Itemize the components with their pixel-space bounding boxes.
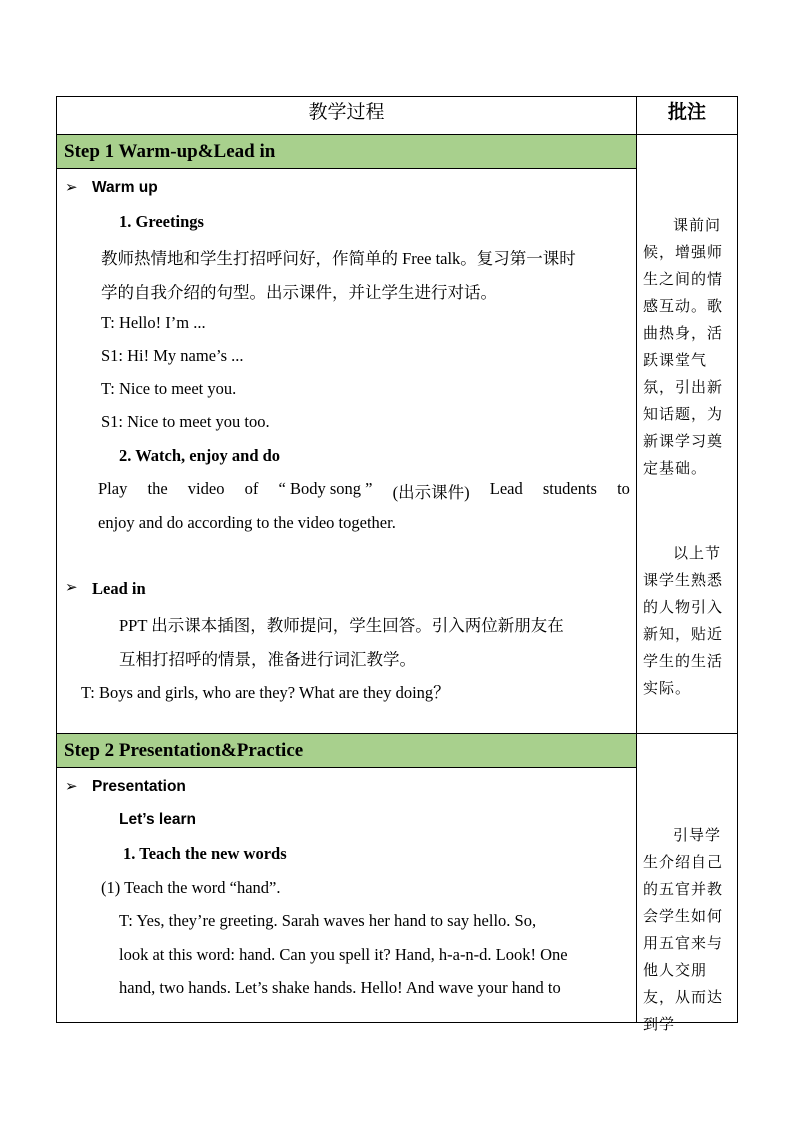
ppt-text-2: 互相打招呼的情景，准备进行词汇教学。 xyxy=(119,650,416,669)
teaching-process-header: 教学过程 xyxy=(57,97,637,135)
play-video-line-2: enjoy and do according to the video together. xyxy=(98,513,396,532)
step2-notes-cell xyxy=(637,734,738,1033)
warmup-heading: Warm up xyxy=(92,179,158,196)
presentation-heading: Presentation xyxy=(92,778,186,795)
step1-note-1: 课前问候，增强师生之间的情感互动。歌曲热身，活跃课堂气氛，引出新知话题，为新课学习奠定基础。 xyxy=(643,216,724,477)
dialog-line-2: S1: Hi! My name’s ... xyxy=(101,346,244,365)
step1-title: Step 1 Warm-up&Lead in xyxy=(57,135,637,169)
teacher-question: T: Boys and girls, who are they? What are they doing？ xyxy=(81,683,450,702)
teach-words-heading: 1. Teach the new words xyxy=(123,844,287,863)
step2-title: Step 2 Presentation&Practice xyxy=(57,734,637,768)
teacher-line-1: T: Yes, they’re greeting. Sarah waves her hand to say hello. So, xyxy=(119,911,537,930)
notes-header: 批注 xyxy=(637,97,738,135)
play-video-line: Play the video of “ Body song ” (出示课件) Lead students to xyxy=(98,479,630,502)
greetings-text-1: 教师热情地和学生打招呼问好，作简单的 Free talk。复习第一课时 xyxy=(101,249,576,268)
bullet-arrow-icon: ➢ xyxy=(65,578,78,596)
step1-body xyxy=(57,169,637,734)
dialog-line-4: S1: Nice to meet you too. xyxy=(101,412,270,431)
step2-note: 引导学生介绍自己的五官并教会学生如何用五官来与他人交朋友，从而达到学 xyxy=(643,826,724,1033)
teach-hand-line: (1) Teach the word “hand”. xyxy=(101,878,281,897)
dialog-line-1: T: Hello! I’m ... xyxy=(101,313,206,332)
lets-learn-heading: Let’s learn xyxy=(119,811,196,828)
step2-body xyxy=(57,768,637,1023)
greetings-heading: 1. Greetings xyxy=(119,212,204,231)
dialog-line-3: T: Nice to meet you. xyxy=(101,379,237,398)
teacher-line-2: look at this word: hand. Can you spell it? Hand, h-a-n-d. Look! One xyxy=(119,945,568,964)
lesson-plan-table xyxy=(56,96,738,1033)
step1-notes-cell xyxy=(637,135,738,734)
bullet-arrow-icon: ➢ xyxy=(65,777,78,795)
greetings-text-2: 学的自我介绍的句型。出示课件，并让学生进行对话。 xyxy=(101,283,497,302)
teacher-line-3: hand, two hands. Let’s shake hands. Hello! And wave your hand to xyxy=(119,978,561,997)
ppt-text-1: PPT 出示课本插图，教师提问，学生回答。引入两位新朋友在 xyxy=(119,616,564,635)
leadin-heading: Lead in xyxy=(92,579,146,598)
bullet-arrow-icon: ➢ xyxy=(65,178,78,196)
step1-note-2: 以上节课学生熟悉的人物引入新知，贴近学生的生活实际。 xyxy=(643,544,724,697)
watch-heading: 2. Watch, enjoy and do xyxy=(119,446,281,465)
